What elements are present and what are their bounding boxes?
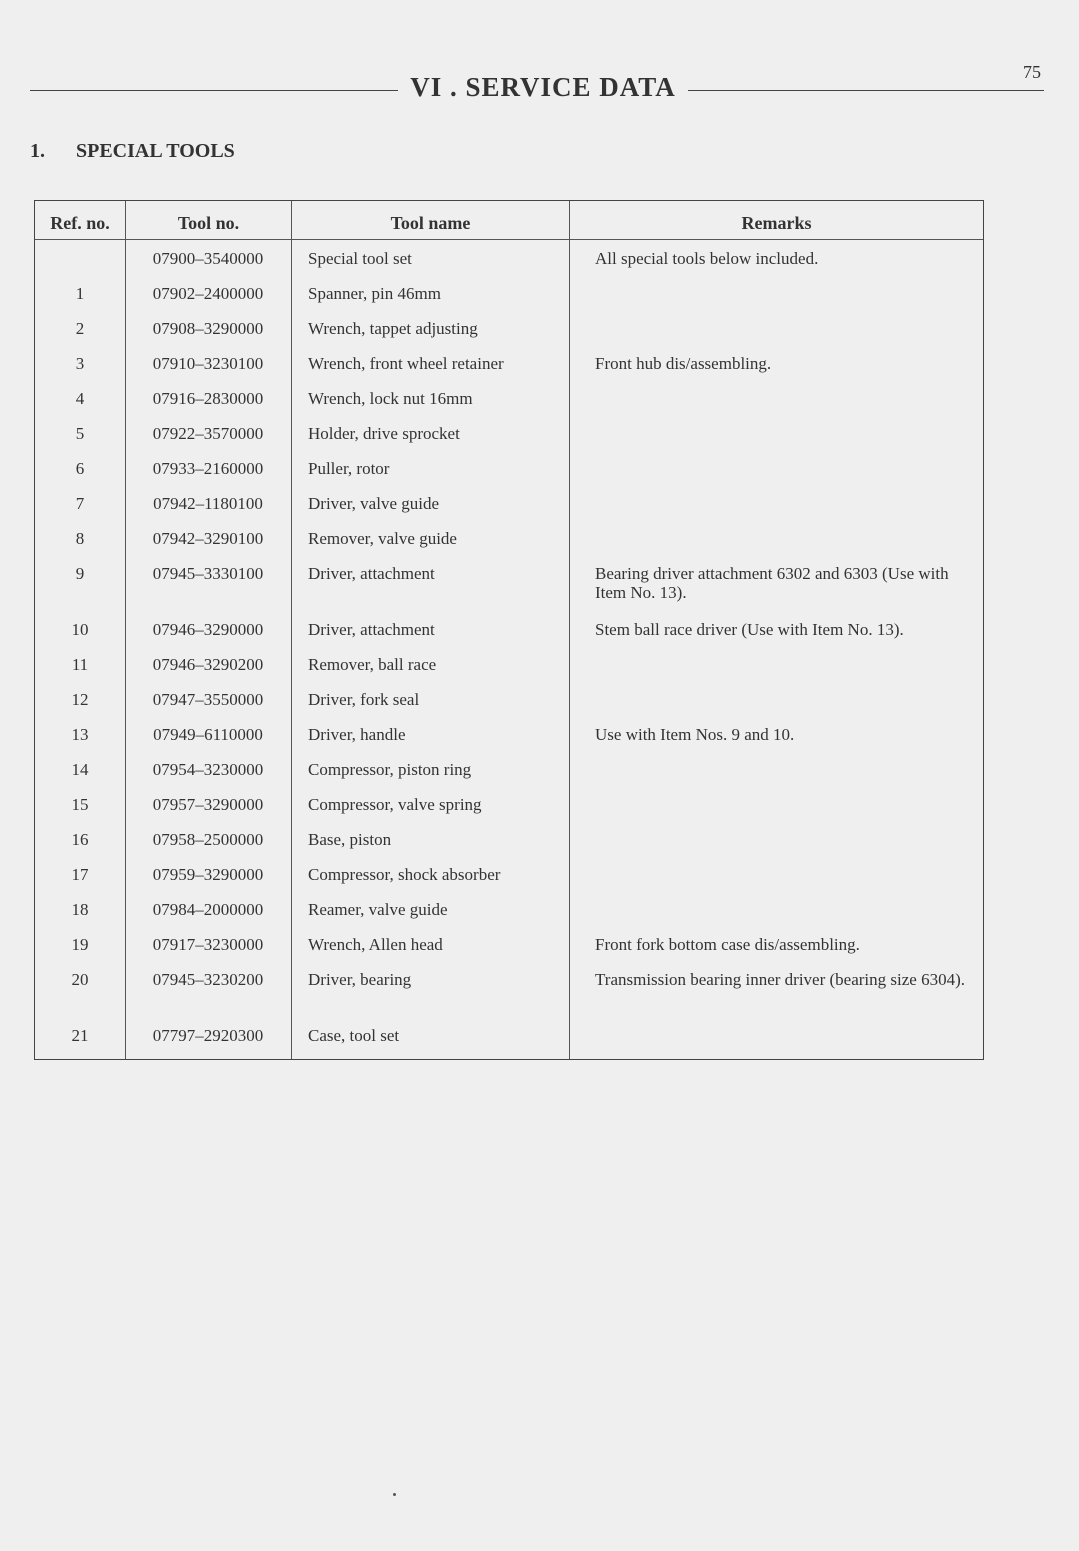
table-row	[35, 926, 983, 961]
header-tool-name: Tool name	[390, 213, 471, 233]
header-tool-no: Tool no.	[177, 213, 240, 233]
tool-no-cell: 07900–3540000	[152, 249, 264, 268]
tool-no-cell: 07957–3290000	[152, 795, 264, 814]
tool-no-cell: 07946–3290000	[152, 620, 264, 639]
table-row	[35, 856, 983, 891]
ref-no-cell: 4	[75, 389, 85, 408]
ref-no-cell: 15	[71, 795, 89, 814]
tool-name-cell: Wrench, tappet adjusting	[308, 319, 478, 338]
header-remarks: Remarks	[741, 213, 812, 233]
table-row	[35, 681, 983, 716]
table-row	[35, 240, 983, 275]
chapter-rule-left	[30, 90, 398, 91]
ref-no-cell: 8	[75, 529, 85, 548]
tool-name-cell: Holder, drive sprocket	[308, 424, 460, 443]
ref-no-cell: 1	[75, 284, 85, 303]
table-row	[35, 310, 983, 345]
header-ref-no: Ref. no.	[50, 213, 110, 233]
tool-no-cell: 07908–3290000	[152, 319, 264, 338]
tool-name-cell: Spanner, pin 46mm	[308, 284, 441, 303]
remarks-cell: Front hub dis/assembling.	[595, 354, 772, 373]
tool-name-cell: Compressor, valve spring	[308, 795, 482, 814]
page-speck	[393, 1493, 396, 1496]
tool-name-cell: Remover, valve guide	[308, 529, 457, 548]
tool-name-cell: Special tool set	[308, 249, 412, 268]
table-row	[35, 520, 983, 555]
tool-name-cell: Base, piston	[308, 830, 392, 849]
ref-no-cell: 21	[71, 1026, 89, 1045]
chapter-title: VI . SERVICE DATA	[410, 72, 676, 102]
ref-no-cell: 5	[75, 424, 85, 443]
tool-name-cell: Reamer, valve guide	[308, 900, 448, 919]
remarks-cell: Use with Item Nos. 9 and 10.	[595, 725, 795, 744]
ref-no-cell: 10	[71, 620, 89, 639]
tool-no-cell: 07958–2500000	[152, 830, 264, 849]
tool-name-cell: Driver, attachment	[308, 564, 435, 583]
ref-no-cell: 18	[71, 900, 89, 919]
tool-no-cell: 07942–3290100	[152, 529, 264, 548]
table-row	[35, 275, 983, 310]
tool-no-cell: 07917–3230000	[152, 935, 264, 954]
table-row	[35, 555, 983, 611]
tool-no-cell: 07933–2160000	[152, 459, 264, 478]
chapter-rule-right	[688, 90, 1044, 91]
ref-no-cell: 7	[75, 494, 85, 513]
tool-no-cell: 07945–3230200	[152, 970, 264, 989]
special-tools-table	[34, 200, 984, 1060]
tool-name-cell: Driver, fork seal	[308, 690, 420, 709]
table-row	[35, 786, 983, 821]
table-body	[35, 240, 983, 1052]
tool-name-cell: Driver, attachment	[308, 620, 435, 639]
table-row	[35, 415, 983, 450]
ref-no-cell: 17	[71, 865, 89, 884]
remarks-cell: All special tools below included.	[595, 249, 819, 268]
tool-no-cell: 07910–3230100	[152, 354, 264, 373]
tool-no-cell: 07902–2400000	[152, 284, 264, 303]
tool-name-cell: Remover, ball race	[308, 655, 437, 674]
table-row	[35, 646, 983, 681]
table-row	[35, 380, 983, 415]
table-row	[35, 961, 983, 1017]
tool-no-cell: 07797–2920300	[152, 1026, 264, 1045]
tool-no-cell: 07922–3570000	[152, 424, 264, 443]
section-title: SPECIAL TOOLS	[76, 140, 235, 162]
ref-no-cell: 11	[71, 655, 89, 674]
tool-no-cell: 07916–2830000	[152, 389, 264, 408]
section-number: 1.	[30, 140, 45, 162]
remarks-cell: Bearing driver attachment 6302 and 6303 (Use with Item No. 13).	[595, 564, 949, 602]
ref-no-cell: 13	[71, 725, 89, 744]
tool-no-cell: 07947–3550000	[152, 690, 264, 709]
ref-no-cell: 20	[71, 970, 89, 989]
tool-no-cell: 07959–3290000	[152, 865, 264, 884]
tool-name-cell: Wrench, front wheel retainer	[308, 354, 504, 373]
tool-name-cell: Driver, valve guide	[308, 494, 440, 513]
tool-name-cell: Wrench, Allen head	[308, 935, 443, 954]
table-row	[35, 611, 983, 646]
ref-no-cell: 12	[71, 690, 89, 709]
tool-name-cell: Compressor, shock absorber	[308, 865, 501, 884]
tool-name-cell: Wrench, lock nut 16mm	[308, 389, 473, 408]
tool-no-cell: 07984–2000000	[152, 900, 264, 919]
table-row	[35, 716, 983, 751]
table-row	[35, 345, 983, 380]
tool-no-cell: 07942–1180100	[153, 494, 263, 513]
tool-name-cell: Case, tool set	[308, 1026, 400, 1045]
tool-name-cell: Compressor, piston ring	[308, 760, 472, 779]
table-row	[35, 1017, 983, 1052]
ref-no-cell: 14	[71, 760, 89, 779]
ref-no-cell: 2	[75, 319, 85, 338]
table-row	[35, 821, 983, 856]
remarks-cell: Stem ball race driver (Use with Item No. 13).	[595, 620, 904, 639]
ref-no-cell: 19	[71, 935, 89, 954]
tool-no-cell: 07945–3330100	[152, 564, 264, 583]
remarks-cell: Front fork bottom case dis/assembling.	[595, 935, 860, 954]
table-row	[35, 485, 983, 520]
ref-no-cell: 16	[71, 830, 89, 849]
tool-name-cell: Driver, handle	[308, 725, 406, 744]
section-heading	[30, 140, 235, 163]
table-row	[35, 891, 983, 926]
tool-no-cell: 07954–3230000	[152, 760, 264, 779]
ref-no-cell: 6	[75, 459, 85, 478]
table-row	[35, 450, 983, 485]
page-number: 75	[1023, 62, 1041, 82]
ref-no-cell: 3	[75, 354, 85, 373]
tool-no-cell: 07949–6110000	[153, 725, 263, 744]
ref-no-cell: 9	[75, 564, 85, 583]
tool-no-cell: 07946–3290200	[152, 655, 264, 674]
remarks-cell: Transmission bearing inner driver (bearing size 6304).	[595, 970, 965, 989]
tool-name-cell: Puller, rotor	[308, 459, 390, 478]
tool-name-cell: Driver, bearing	[308, 970, 412, 989]
table-row	[35, 751, 983, 786]
